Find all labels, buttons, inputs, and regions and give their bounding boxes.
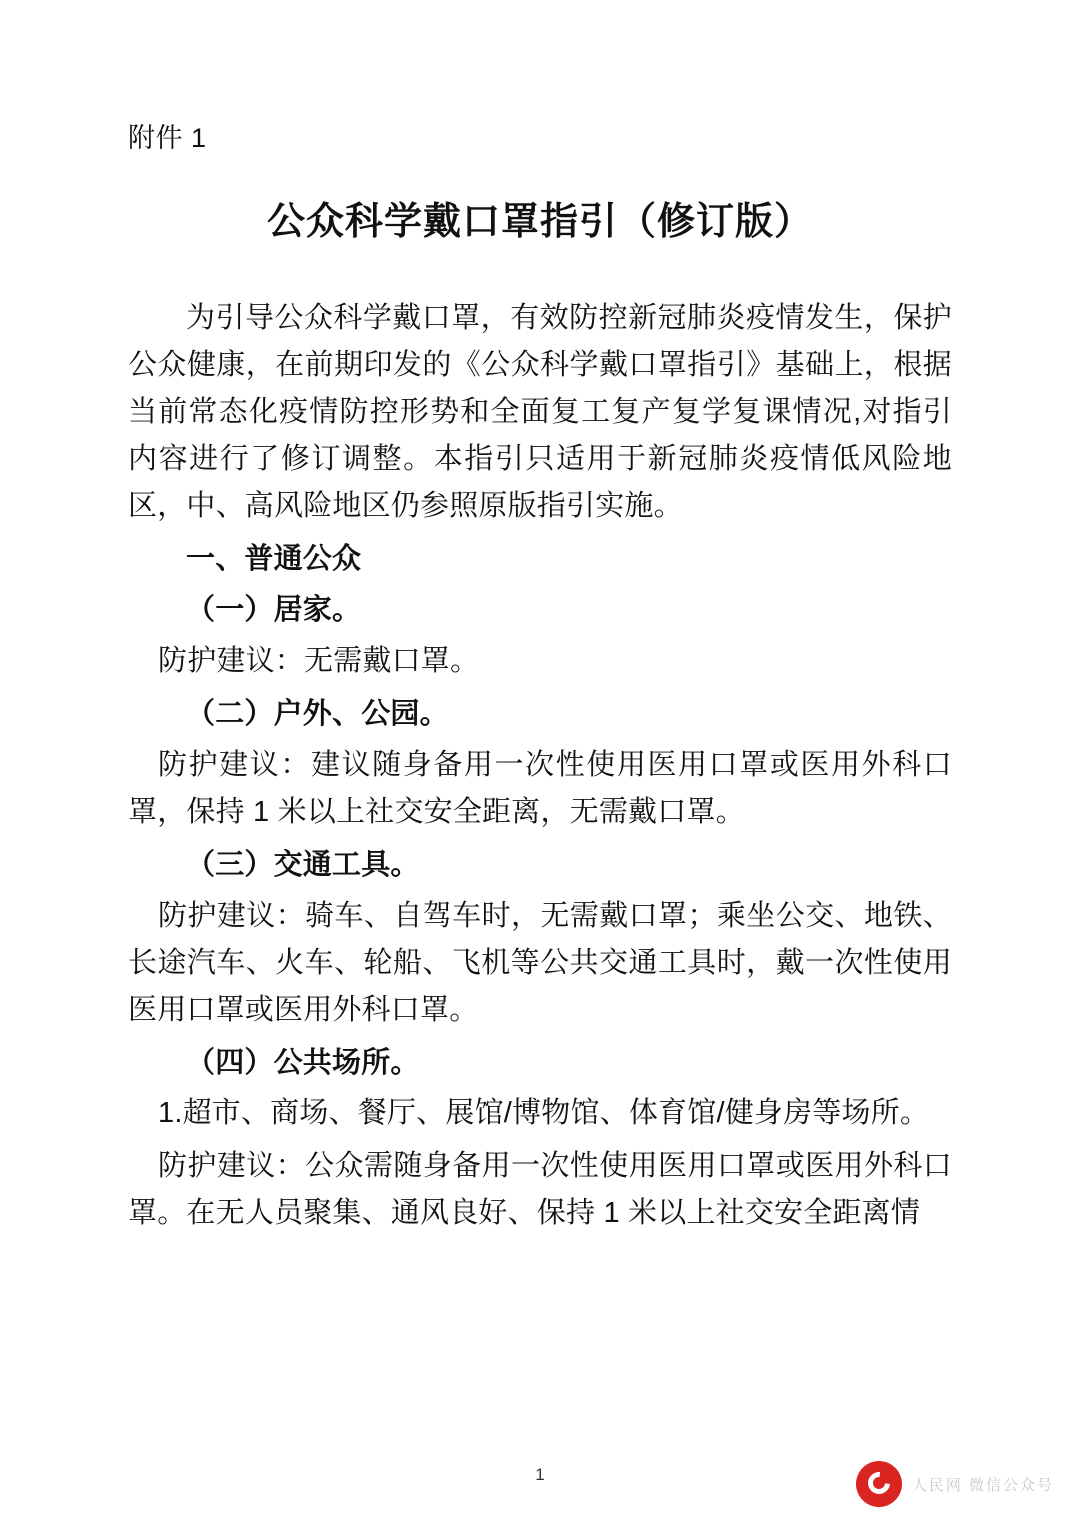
brand-logo-icon	[856, 1461, 902, 1507]
item-heading-home: （一）居家。	[186, 593, 362, 626]
item-body-outdoor-park: 防护建议：建议随身备用一次性使用医用口罩或医用外科口罩，保持 1 米以上社交安全距离，无需戴口罩。	[128, 748, 952, 828]
item-heading-transport: （三）交通工具。	[186, 848, 420, 881]
item-heading-public-places: （四）公共场所。	[186, 1046, 420, 1079]
item-body-transport: 防护建议：骑车、自驾车时，无需戴口罩；乘坐公交、地铁、长途汽车、火车、轮船、飞机等公共交通工具时，戴一次性使用医用口罩或医用外科口罩。	[128, 899, 952, 1026]
watermark	[856, 1461, 1054, 1507]
item-body-public-places: 防护建议：公众需随身备用一次性使用医用口罩或医用外科口罩。在无人员聚集、通风良好、保持 1 米以上社交安全距离情	[128, 1150, 952, 1230]
intro-paragraph: 为引导公众科学戴口罩，有效防控新冠肺炎疫情发生，保护公众健康，在前期印发的《公众科学戴口罩指引》基础上，根据当前常态化疫情防控形势和全面复工复产复学复课情况,对指引内容进行了修订调整。本指引只适用于新冠肺炎疫情低风险地区，中、高风险地区仍参照原版指引实施。	[128, 301, 952, 522]
attachment-label: 附件 1	[128, 123, 207, 153]
page-title: 公众科学戴口罩指引（修订版）	[266, 200, 813, 243]
item-heading-outdoor-park: （二）户外、公园。	[186, 697, 449, 730]
section-heading-general-public: 一、普通公众	[186, 542, 362, 575]
item-subitem-public-places: 1.超市、商场、餐厅、展馆/博物馆、体育馆/健身房等场所。	[158, 1097, 930, 1130]
item-body-home: 防护建议：无需戴口罩。	[158, 644, 480, 677]
page-number: 1	[535, 1465, 545, 1484]
watermark-label: 人民网 微信公众号	[911, 1476, 1054, 1494]
